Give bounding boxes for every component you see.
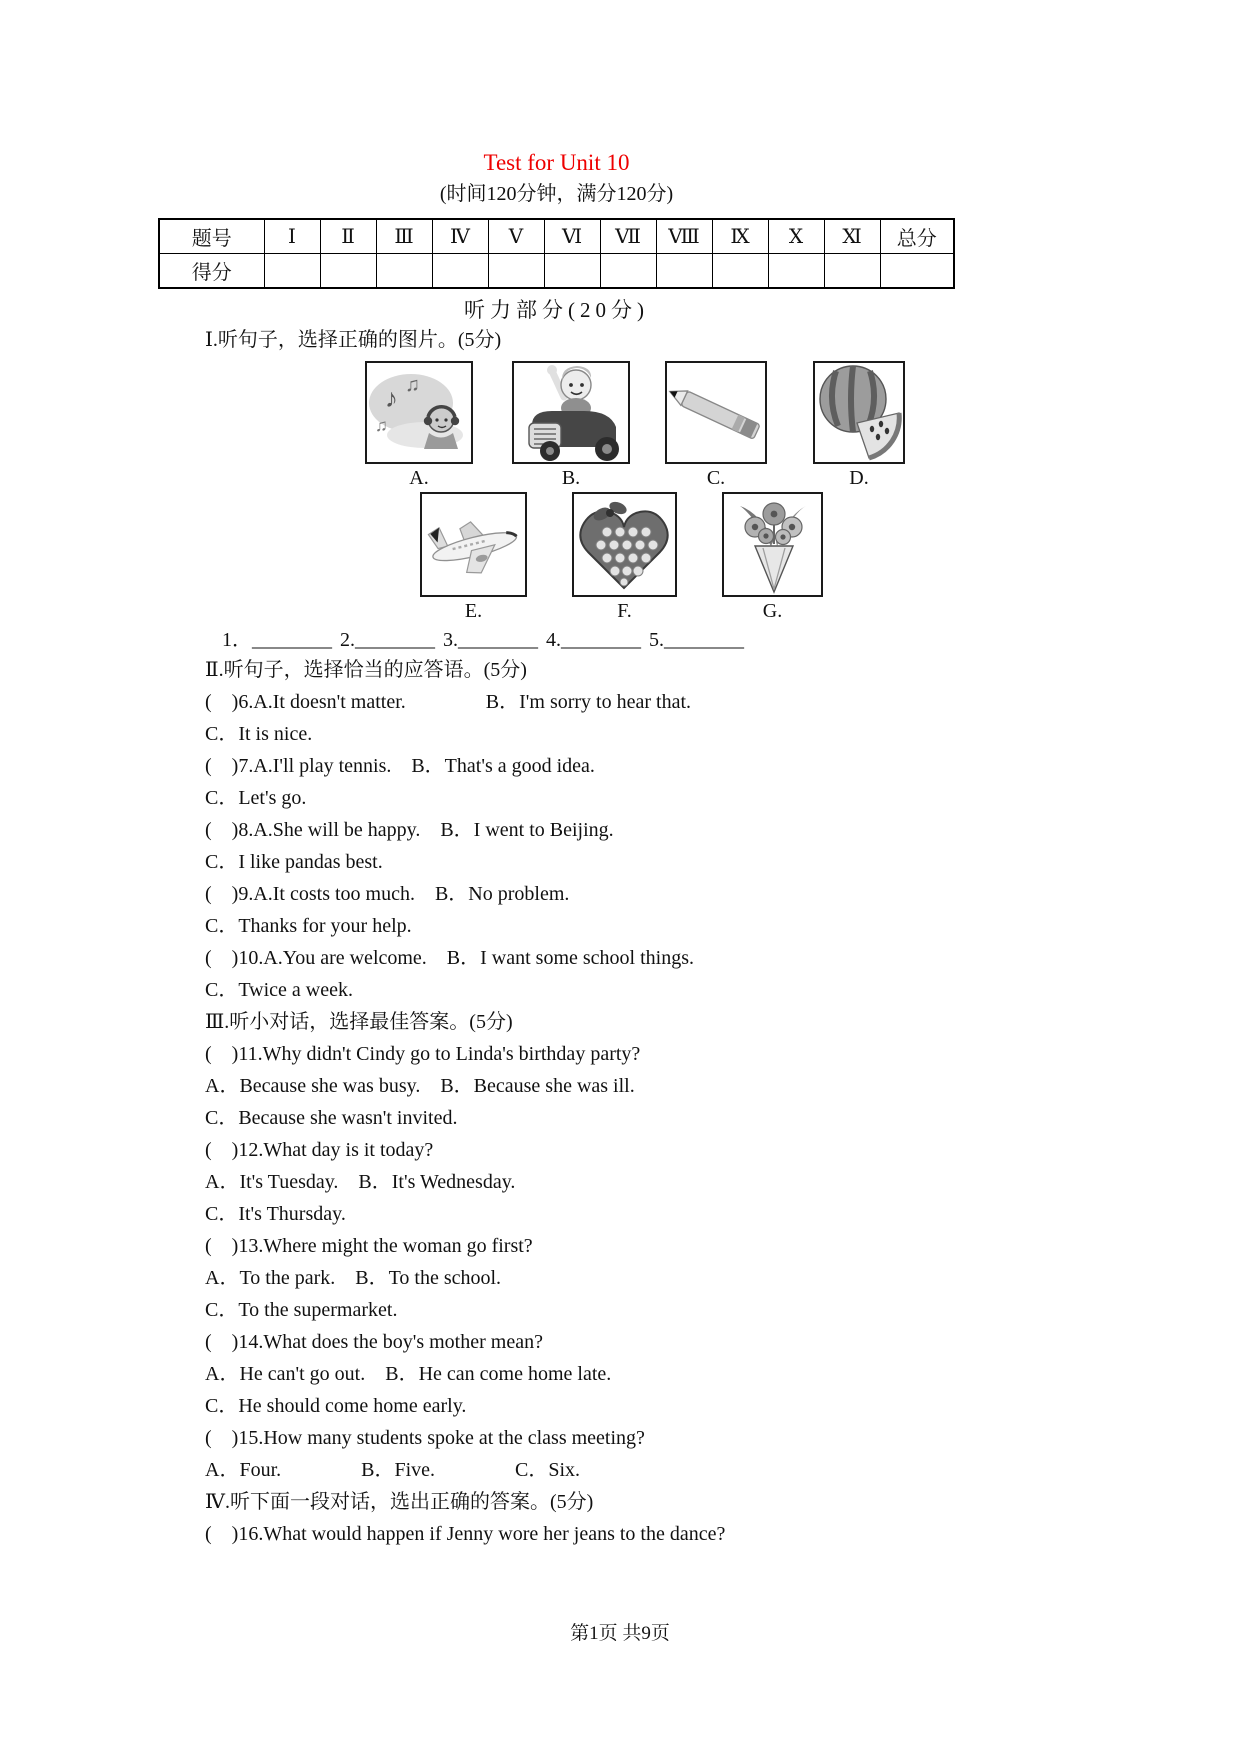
listening-part-header: 听力部分(20分) bbox=[464, 298, 649, 322]
exam-subtitle: (时间120分钟，满分120分) bbox=[439, 183, 674, 205]
answer-blank: 3.________ bbox=[443, 629, 538, 651]
score-cell bbox=[768, 254, 824, 289]
page-title: Test for Unit 10 bbox=[483, 150, 630, 175]
score-table-score-row bbox=[159, 254, 954, 289]
exam-content bbox=[158, 148, 955, 1550]
answer-blank: 5.________ bbox=[649, 629, 744, 651]
total-score-label: 总分 bbox=[880, 219, 954, 254]
answer-blank: 2.________ bbox=[340, 629, 435, 651]
picture-label: B. bbox=[561, 467, 581, 489]
chocolate-heart-box-icon bbox=[574, 494, 675, 595]
question-line: ( )15.How many students spoke at the class meeting? bbox=[205, 1427, 645, 1449]
column-header: Ⅷ bbox=[656, 219, 712, 254]
picture-label: E. bbox=[464, 600, 483, 622]
option-line: C．He should come home early. bbox=[205, 1395, 467, 1417]
svg-text:♪: ♪ bbox=[385, 384, 398, 413]
option-line: C．It's Thursday. bbox=[205, 1203, 346, 1225]
page-footer: 第1页 共9页 bbox=[570, 1623, 670, 1644]
question-line: ( )6.A.It doesn't matter. B．I'm sorry to hear that. bbox=[205, 691, 692, 713]
column-header: Ⅰ bbox=[264, 219, 320, 254]
option-line: C．Let's go. bbox=[205, 787, 307, 809]
question-line: ( )12.What day is it today? bbox=[205, 1139, 434, 1161]
score-table bbox=[158, 218, 955, 289]
score-cell bbox=[264, 254, 320, 289]
picture-option-b bbox=[512, 361, 630, 490]
picture-label: G. bbox=[762, 600, 783, 622]
picture-label: C. bbox=[706, 467, 726, 489]
section4-title: Ⅳ.听下面一段对话，选出正确的答案。(5分) bbox=[205, 1491, 594, 1513]
option-line: C．Thanks for your help. bbox=[205, 915, 412, 937]
score-cell bbox=[544, 254, 600, 289]
picture-row-1 bbox=[158, 361, 955, 490]
option-line: A．Four. B．Five. C．Six. bbox=[205, 1459, 581, 1481]
score-cell bbox=[432, 254, 488, 289]
column-header: Ⅴ bbox=[488, 219, 544, 254]
option-line: C．I like pandas best. bbox=[205, 851, 383, 873]
section2-title: Ⅱ.听句子，选择恰当的应答语。(5分) bbox=[205, 659, 527, 681]
question-line: ( )11.Why didn't Cindy go to Linda's birthday party? bbox=[205, 1043, 641, 1065]
girl-listening-music-icon bbox=[367, 363, 471, 462]
score-cell bbox=[880, 254, 954, 289]
score-cell bbox=[712, 254, 768, 289]
score-cell bbox=[488, 254, 544, 289]
score-cell bbox=[320, 254, 376, 289]
picture-row-2 bbox=[158, 492, 955, 622]
picture-option-g bbox=[722, 492, 823, 623]
question-line: ( )13.Where might the woman go first? bbox=[205, 1235, 533, 1257]
section1-title: Ⅰ.听句子，选择正确的图片。(5分) bbox=[205, 329, 502, 351]
svg-text:♫: ♫ bbox=[405, 374, 420, 396]
column-header: Ⅲ bbox=[376, 219, 432, 254]
question-line: ( )8.A.She will be happy. B．I went to Beijing. bbox=[205, 819, 614, 841]
score-cell bbox=[656, 254, 712, 289]
picture-option-c bbox=[665, 361, 767, 490]
score-row-label: 得分 bbox=[159, 254, 264, 289]
flower-bouquet-icon bbox=[724, 494, 821, 595]
boy-toy-car-icon bbox=[514, 363, 628, 462]
option-line: C．To the supermarket. bbox=[205, 1299, 398, 1321]
score-cell bbox=[600, 254, 656, 289]
question-number-label: 题号 bbox=[159, 219, 264, 254]
answer-blank: 4.________ bbox=[546, 629, 641, 651]
question-line: ( )10.A.You are welcome. B．I want some school things. bbox=[205, 947, 695, 969]
section3-title: Ⅲ.听小对话，选择最佳答案。(5分) bbox=[205, 1011, 513, 1033]
option-line: C．Because she wasn't invited. bbox=[205, 1107, 458, 1129]
column-header: Ⅶ bbox=[600, 219, 656, 254]
pencil-icon bbox=[667, 363, 765, 462]
picture-option-a bbox=[365, 361, 473, 490]
question-line: ( )16.What would happen if Jenny wore her jeans to the dance? bbox=[205, 1523, 726, 1545]
question-line: ( )7.A.I'll play tennis. B．That's a good idea. bbox=[205, 755, 595, 777]
question-line: ( )14.What does the boy's mother mean? bbox=[205, 1331, 543, 1353]
picture-label: D. bbox=[849, 467, 869, 489]
column-header: Ⅳ bbox=[432, 219, 488, 254]
column-header: Ⅵ bbox=[544, 219, 600, 254]
column-header: Ⅸ bbox=[712, 219, 768, 254]
column-header: Ⅹ bbox=[768, 219, 824, 254]
score-cell bbox=[376, 254, 432, 289]
answer-blank: 1．________ bbox=[222, 629, 332, 651]
picture-option-d bbox=[813, 361, 905, 490]
picture-option-f bbox=[572, 492, 677, 623]
option-line: C．Twice a week. bbox=[205, 979, 353, 1001]
score-cell bbox=[824, 254, 880, 289]
answer-blanks-row bbox=[222, 626, 955, 654]
picture-option-e bbox=[420, 492, 527, 623]
option-line: A．To the park. B．To the school. bbox=[205, 1267, 502, 1289]
airplane-icon bbox=[422, 494, 525, 595]
picture-label: F. bbox=[617, 600, 632, 622]
option-line: A．Because she was busy. B．Because she was ill. bbox=[205, 1075, 635, 1097]
svg-text:♫: ♫ bbox=[375, 416, 388, 435]
watermelon-icon bbox=[815, 363, 903, 462]
option-line: A．It's Tuesday. B．It's Wednesday. bbox=[205, 1171, 516, 1193]
question-line: ( )9.A.It costs too much. B．No problem. bbox=[205, 883, 570, 905]
column-header: Ⅱ bbox=[320, 219, 376, 254]
option-line: C．It is nice. bbox=[205, 723, 313, 745]
picture-label: A. bbox=[409, 467, 429, 489]
score-table-header-row bbox=[159, 219, 954, 254]
column-header: Ⅺ bbox=[824, 219, 880, 254]
option-line: A．He can't go out. B．He can come home late. bbox=[205, 1363, 612, 1385]
